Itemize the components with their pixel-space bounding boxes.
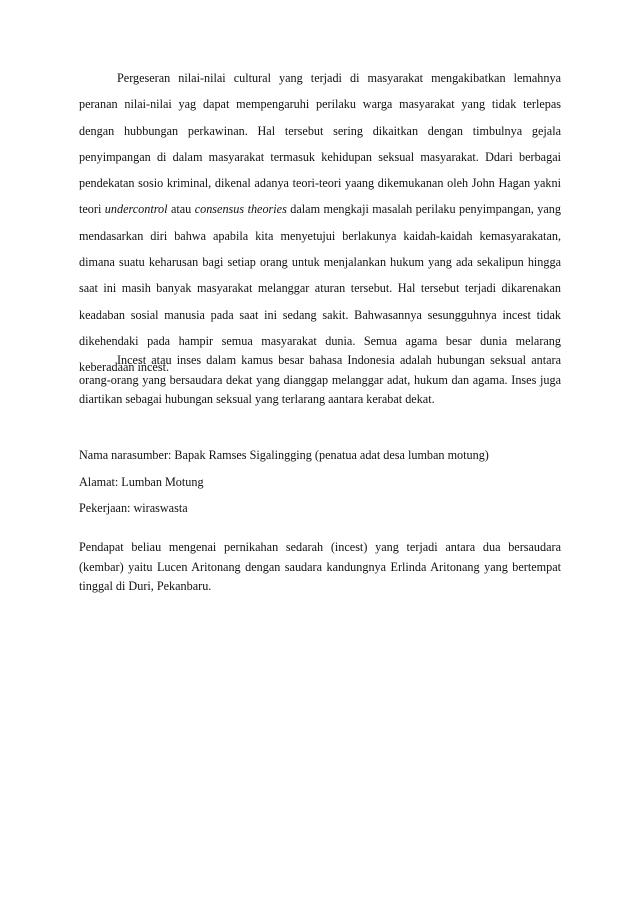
paragraph-opinion xyxy=(79,538,561,597)
paragraph-1-part-2: atau xyxy=(167,202,195,217)
paragraph-1-text xyxy=(79,65,561,381)
paragraph-1-part-3: dalam mengkaji masalah perilaku penyimpangan, yang mendasarkan diri bahwa apabila kita menyetujui berlakunya kaidah-kaidah kemasyarakatan, dimana suatu keharusan bagi setiap orang untuk menjalankan hukum yang ada sekalipun hingga saat ini masih banyak masyarakat melanggar aturan tersebut. Hal tersebut terjadi dikarenakan keadaban sosial manusia pada saat ini sedang sakit. Bahwasannya sesungguhnya incest tidak dikehendaki pada hampir semua masyarakat dunia. Semua agama besar dunia melarang keberadaan incest. xyxy=(79,202,561,375)
pekerjaan-line: Pekerjaan: wiraswasta xyxy=(79,501,188,516)
alamat-line: Alamat: Lumban Motung xyxy=(79,474,204,489)
narasumber-line: Nama narasumber: Bapak Ramses Sigalingging (penatua adat desa lumban motung) xyxy=(79,448,489,462)
paragraph-incest-background xyxy=(79,65,561,381)
term-consensus-theories: consensus theories xyxy=(194,202,287,217)
paragraph-3-text: Pendapat beliau mengenai pernikahan sedarah (incest) yang terjadi antara dua bersaudara (kembar) yaitu Lucen Aritonang dengan saudara kandungnya Erlinda Aritonang yang bertempat tinggal di Duri, Pekanbaru. xyxy=(79,540,561,593)
term-undercontrol: undercontrol xyxy=(104,202,168,217)
paragraph-2-text: Incest atau inses dalam kamus besar bahasa Indonesia adalah hubungan seksual antara orang-orang yang bersaudara dekat yang dianggap melanggar adat, hukum dan agama. Inses juga diartikan sebagai hubungan seksual yang terlarang aantara kerabat dekat. xyxy=(79,353,561,406)
paragraph-incest-definition xyxy=(79,351,561,410)
interview-metadata xyxy=(79,442,561,522)
paragraph-1-part-1: Pergeseran nilai-nilai cultural yang terjadi di masyarakat mengakibatkan lemahnya peranan nilai-nilai yag dapat mempengaruhi perilaku warga masyarakat yang tidak terlepas dengan hubbungan perkawinan. Hal tersebut sering dikaitkan dengan timbulnya gejala penyimpangan di dalam masyarakat termasuk kehidupan seksual masyarakat. Ddari berbagai pendekatan sosio kriminal, dikenal adanya teori-teori yaang dikemukanan oleh John Hagan yakni teori xyxy=(79,71,561,217)
